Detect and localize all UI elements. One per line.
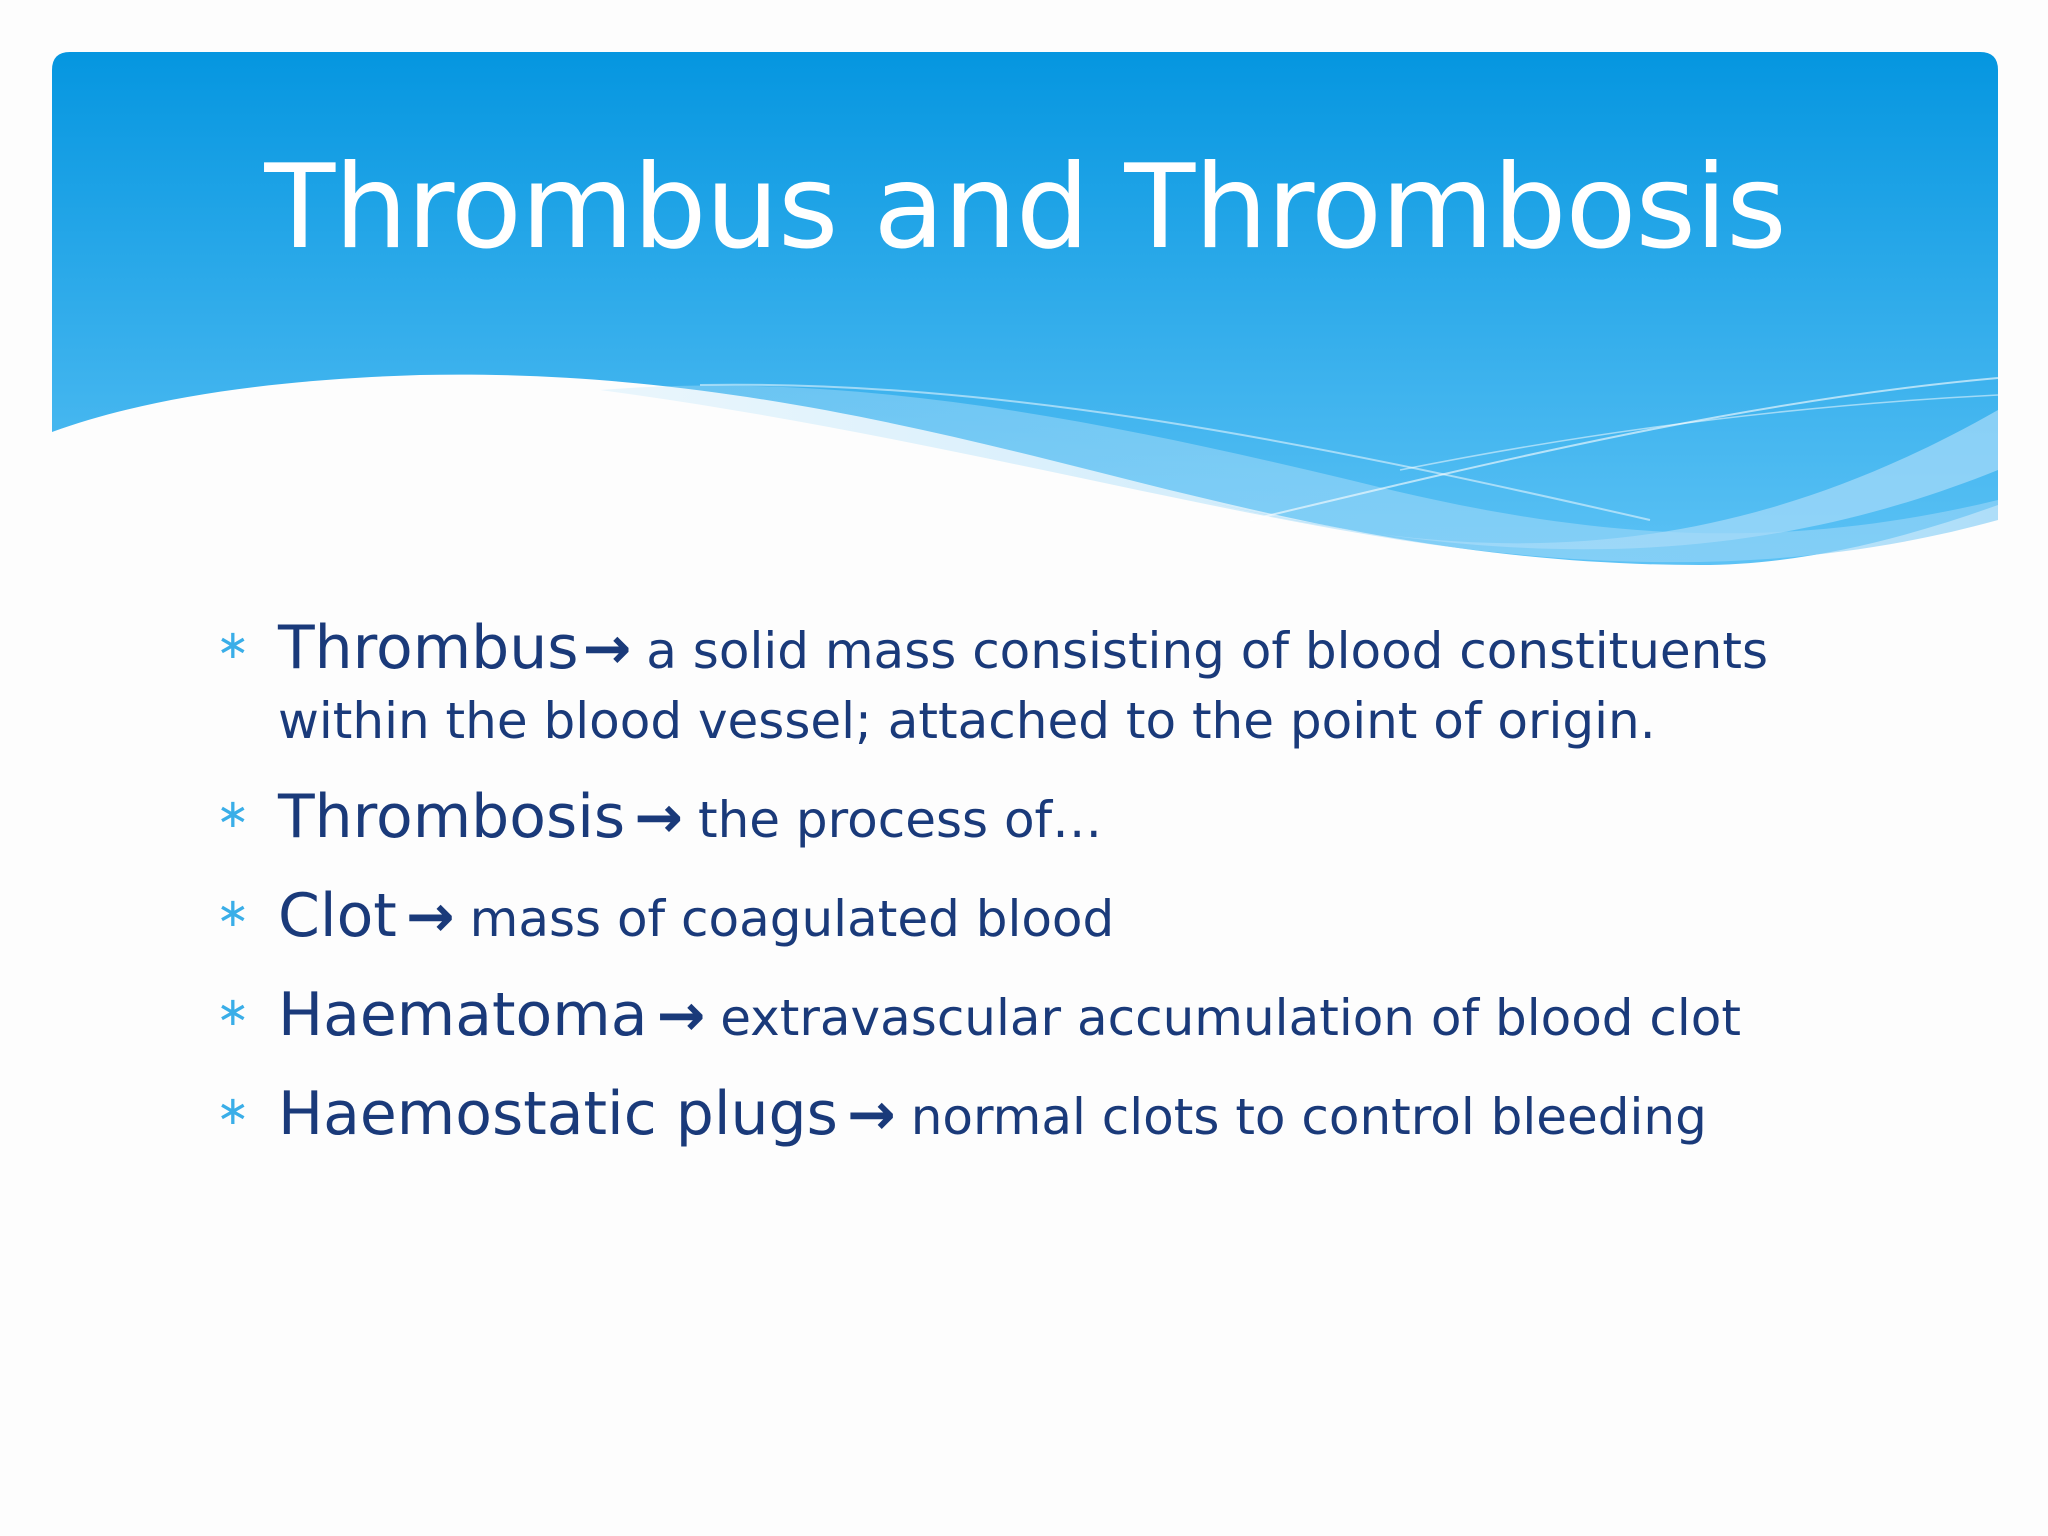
right-arrow-icon: → bbox=[656, 981, 706, 1049]
term-description: normal clots to control bleeding bbox=[910, 1088, 1707, 1146]
right-arrow-icon: → bbox=[634, 783, 683, 851]
term-description: extravascular accumulation of blood clot bbox=[720, 989, 1741, 1047]
bullet-list bbox=[210, 615, 1770, 1180]
term-label: Thrombus bbox=[278, 613, 579, 683]
right-arrow-icon: → bbox=[405, 882, 455, 950]
term-label: Haemostatic plugs bbox=[278, 1079, 838, 1149]
bullet-item-clot bbox=[210, 883, 1770, 954]
term-label: Haematoma bbox=[278, 980, 648, 1050]
term-label: Thrombosis bbox=[278, 782, 626, 852]
right-arrow-icon: → bbox=[847, 1080, 896, 1148]
asterisk-bullet-icon: ∗ bbox=[216, 890, 250, 936]
header-wave-background bbox=[0, 0, 2048, 600]
slide-title: Thrombus and Thrombosis bbox=[264, 140, 1786, 275]
right-arrow-icon: → bbox=[582, 614, 632, 682]
term-label: Clot bbox=[278, 881, 397, 951]
term-description: a solid mass consisting of blood constituents within the blood vessel; attached to the point of origin. bbox=[278, 622, 1769, 750]
bullet-item-haematoma bbox=[210, 982, 1770, 1053]
asterisk-bullet-icon: ∗ bbox=[216, 791, 250, 837]
asterisk-bullet-icon: ∗ bbox=[216, 989, 250, 1035]
asterisk-bullet-icon: ∗ bbox=[216, 622, 250, 668]
bullet-item-thrombosis bbox=[210, 784, 1770, 855]
bullet-item-thrombus bbox=[210, 615, 1770, 756]
bullet-item-haemostatic-plugs bbox=[210, 1081, 1770, 1152]
asterisk-bullet-icon: ∗ bbox=[216, 1088, 250, 1134]
term-description: mass of coagulated blood bbox=[469, 890, 1115, 948]
term-description: the process of… bbox=[697, 791, 1103, 849]
